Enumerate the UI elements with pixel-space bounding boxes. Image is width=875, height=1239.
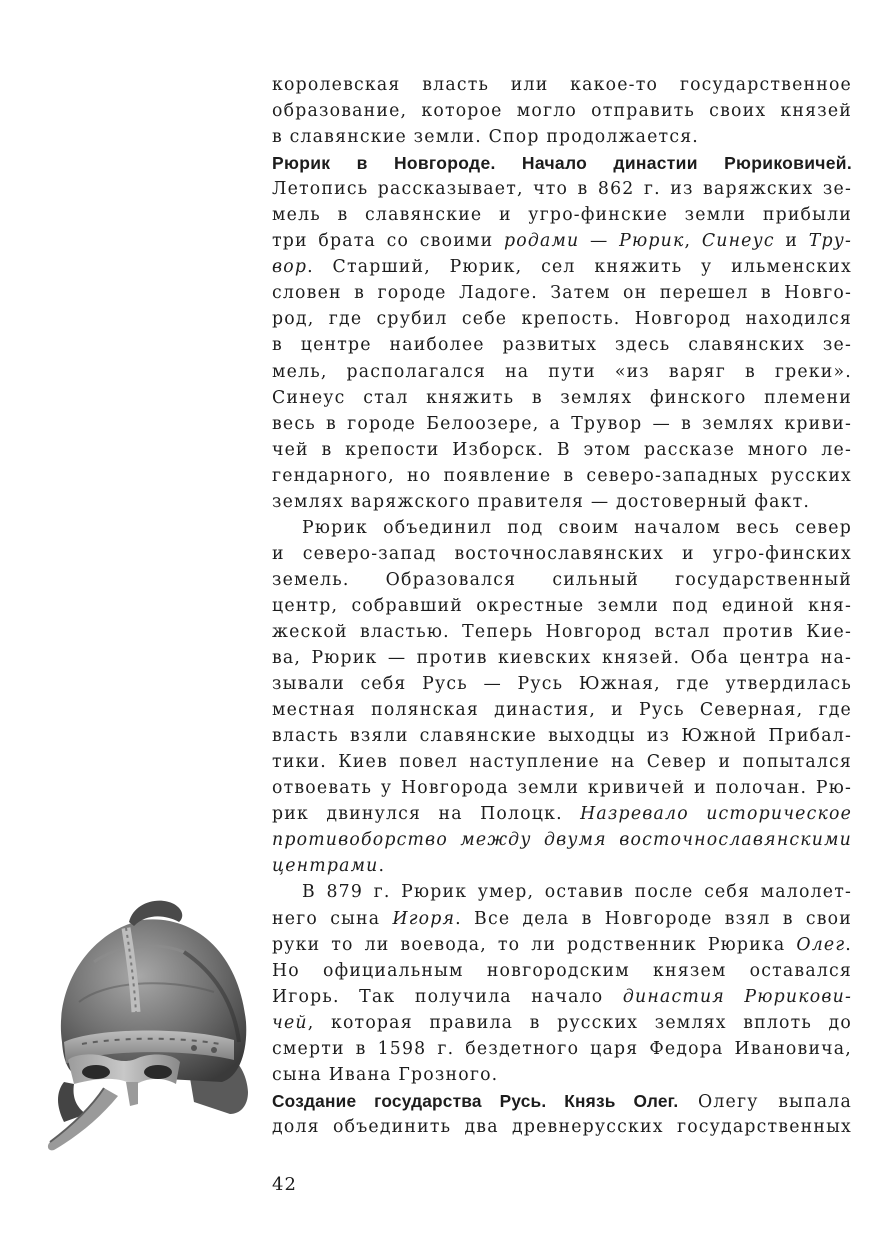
text-line [272,1036,852,1062]
text-line [272,254,852,280]
section-heading [272,150,852,176]
text-line [272,359,852,385]
emphasis: родами [503,231,580,252]
emphasis: Тру- [808,231,852,252]
emphasis: чей [272,1012,308,1033]
text-run: три брата со своими [272,231,504,252]
text-run: зывали себя Русь — Русь Южная, где утвердилась [272,674,852,695]
text-run: сына Ивана Грозного. [272,1064,499,1085]
text-run: В 879 г. Рюрик умер, оставив после себя малолет- [302,882,852,903]
text-line [272,1114,852,1140]
text-line [272,541,852,567]
text-run: тики. Киев повел наступление на Север и попытался [272,752,852,773]
text-line [272,619,852,645]
text-run: местная полянская династия, и Русь Северная, где [272,700,852,721]
text-run: королевская власть или какое-то государственное [272,75,852,95]
text-run: рик двинулся на Полоцк. [272,804,581,825]
text-line [272,280,852,306]
text-run: . [845,934,852,955]
emphasis: Синеус [701,231,775,252]
text-run: . Все дела в Новгороде взял в свои [455,908,852,929]
text-line [272,437,852,463]
text-run: Рюрик объединил под своим началом весь север [302,517,852,538]
emphasis: вор [272,257,308,278]
text-line [272,827,852,853]
text-line [272,332,852,358]
text-line [272,489,852,515]
text-line [272,385,852,411]
text-run: словен в городе Ладоге. Затем он перешел в Новго- [272,283,852,304]
text-run: гендарного, но появление в северо-западных русских [272,465,852,486]
text-line [272,697,852,723]
text-run: род, где срубил себе крепость. Новгород находился [272,309,852,330]
text-line [272,932,852,958]
text-line [272,411,852,437]
text-line [272,202,852,228]
text-run: Синеус стал княжить в землях финского племени [272,387,852,408]
text-line [272,645,852,671]
text-run: чей в крепости Изборск. В этом рассказе много ле- [272,439,852,460]
text-line [272,72,852,98]
text-line [272,228,852,254]
text-line [272,1088,852,1114]
text-run: земель. Образовался сильный государственный [272,569,852,590]
text-run: смерти в 1598 г. бездетного царя Федора Ивановича, [272,1038,852,1059]
text-line [272,124,852,150]
text-line [272,567,852,593]
text-run: в центре наиболее развитых здесь славянских зе- [272,335,852,356]
text-line [272,749,852,775]
emphasis: Олег [796,934,846,955]
text-run: доля объединить два древнерусских государственных [272,1116,852,1137]
text-line [272,1062,852,1088]
text-run: . [378,856,386,877]
text-run: и [774,231,809,252]
text-run: , которая правила в русских землях вплоть до [307,1012,852,1033]
text-line [272,723,852,749]
emphasis: Игоря [392,908,456,929]
text-run: ва, Рюрик — против киевских князей. Оба центра на- [272,648,852,669]
text-line [272,176,852,202]
emphasis: династия Рюрикови- [622,986,852,1007]
text-line [272,958,852,984]
text-line [272,593,852,619]
body-text [272,72,852,1140]
text-line [272,775,852,801]
page-number: 42 [272,1174,297,1195]
text-run: . Старший, Рюрик, сел княжить у ильменских [307,257,852,278]
text-run: Летопись рассказывает, что в 862 г. из варяжских зе- [272,179,852,200]
text-run: Но официальным новгородским князем оставался [272,960,852,981]
emphasis: Назревало историческое [580,804,852,825]
text-line [272,463,852,489]
text-run: отвоевать у Новгорода земли кривичей и полочан. Рю- [272,778,852,799]
text-run: — [579,231,620,252]
text-run: образование, которое могло отправить своих князей [272,101,852,122]
text-line [272,906,852,932]
text-run: в славянские земли. Спор продолжается. [272,127,699,148]
text-line [272,801,852,827]
text-line [272,879,852,905]
text-run: Игорь. Так получила начало [272,986,623,1007]
text-run: власть взяли славянские выходцы из Южной Прибал- [272,726,852,747]
text-line [272,853,852,879]
text-run: весь в городе Белоозере, а Трувор — в землях криви- [272,413,852,434]
text-run: Олегу выпала [678,1091,852,1112]
helmet-illustration [34,892,256,1154]
text-run: жеской властью. Теперь Новгород встал против Кие- [272,621,852,642]
emphasis: центрами [272,856,379,877]
text-line [272,306,852,332]
text-line [272,671,852,697]
text-run: мель в славянские и угро-финские земли прибыли [272,205,852,226]
text-run: руки то ли воевода, то ли родственник Рюрика [272,934,797,955]
run-in-heading: Создание государства Русь. Князь Олег. [272,1090,679,1111]
emphasis: Рюрик [619,231,685,252]
text-run: центр, собравший окрестные земли под единой кня- [272,595,852,616]
text-run: мель, располагался на пути «из варяг в греки». [272,361,852,382]
text-run: , [684,231,702,252]
text-run: и северо-запад восточнославянских и угро-финских [272,543,852,564]
emphasis: противоборство между двумя восточнославянскими [272,830,852,851]
text-line [272,98,852,124]
text-run: него сына [272,908,393,929]
text-line [272,1010,852,1036]
text-line [272,515,852,541]
text-run: Рюрик в Новгороде. Начало династии Рюриковичей. [272,153,852,174]
text-line [272,984,852,1010]
text-run: землях варяжского правителя — достоверный факт. [272,491,811,512]
